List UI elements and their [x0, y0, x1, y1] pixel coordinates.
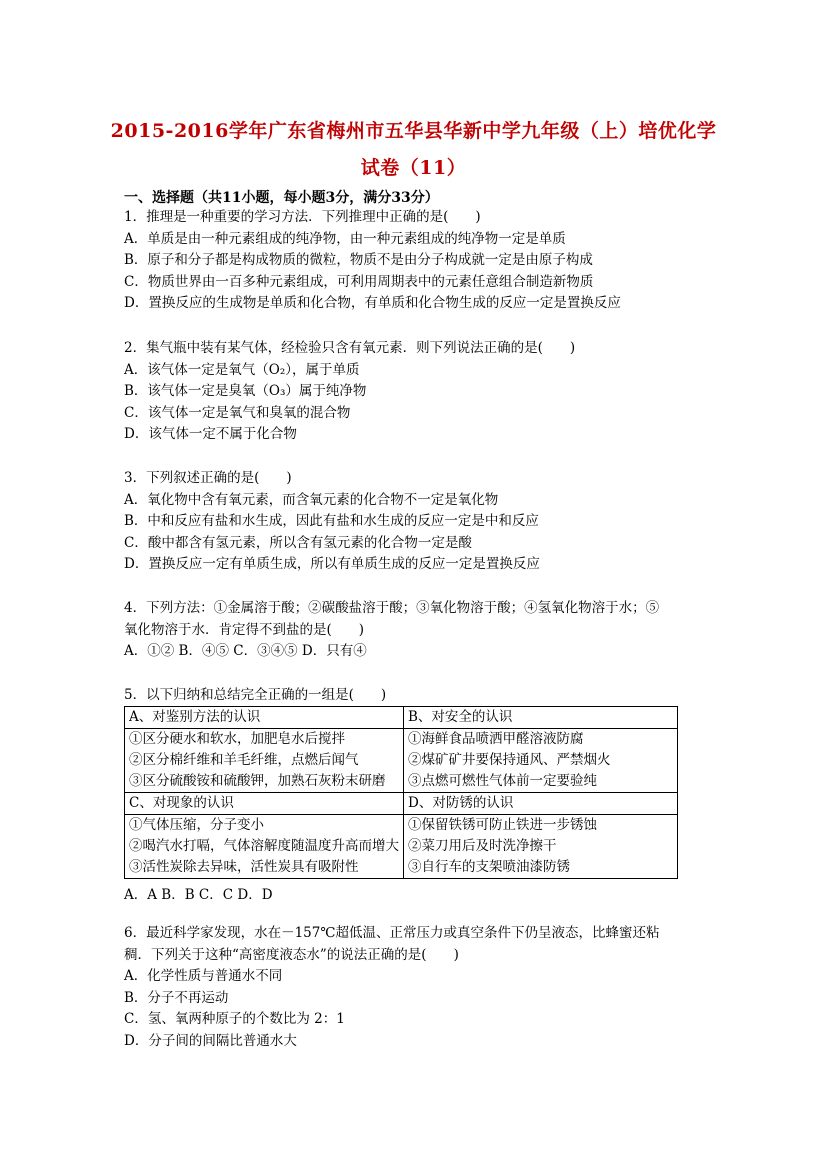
- cell-a-item: ③区分硫酸铵和硫酸钾，加熟石灰粉末研磨: [129, 773, 386, 789]
- question-3-option-c: C．酸中都含有氢元素，所以含有氢元素的化合物一定是酸: [124, 534, 472, 551]
- question-6-stem-line2: 稠．下列关于这种“高密度液态水”的说法正确的是( ): [124, 946, 459, 963]
- cell-a-item: ②区分棉纤维和羊毛纤维，点燃后闻气: [129, 752, 359, 768]
- question-6-option-c: C．氢、氧两种原子的个数比为 2：1: [124, 1011, 345, 1028]
- table-cell-d-items: [404, 815, 678, 879]
- table-cell-c: [125, 793, 404, 815]
- table-cell-b: [404, 707, 678, 729]
- question-3-option-b: B．中和反应有盐和水生成，因此有盐和水生成的反应一定是中和反应: [124, 513, 539, 530]
- cell-c-item: ③活性炭除去异味，活性炭具有吸附性: [129, 859, 359, 875]
- cell-a-header: A、对鉴别方法的认识: [129, 709, 261, 725]
- question-5-options: A．A B．B C．C D．D: [124, 887, 273, 903]
- question-4-options: A．①② B．④⑤ C．③④⑤ D．只有④: [124, 643, 367, 660]
- question-1-option-d: D．置换反应的生成物是单质和化合物，有单质和化合物生成的反应一定是置换反应: [124, 295, 621, 312]
- question-2-option-c: C．该气体一定是氧气和臭氧的混合物: [124, 404, 351, 421]
- cell-c-header: C、对现象的认识: [129, 795, 234, 811]
- question-1-stem: 1．推理是一种重要的学习方法．下列推理中正确的是( ): [124, 209, 481, 225]
- section-heading: 一、选择题（共11小题，每小题3分，满分33分）: [124, 190, 439, 206]
- question-6-option-a: A．化学性质与普通水不同: [124, 968, 283, 985]
- question-1-option-a: A．单质是由一种元素组成的纯净物，由一种元素组成的纯净物一定是单质: [124, 230, 566, 247]
- question-1: [124, 207, 714, 315]
- cell-b-item: ②煤矿矿井要保持通风、严禁烟火: [408, 752, 611, 768]
- cell-c-item: ②喝汽水打嗝，气体溶解度随温度升高而增大: [129, 838, 399, 854]
- cell-b-header: B、对安全的认识: [408, 709, 513, 725]
- cell-c-item: ①气体压缩，分子变小: [129, 817, 264, 833]
- question-1-option-b: B．原子和分子都是构成物质的微粒，物质不是由分子构成就一定是由原子构成: [124, 252, 593, 269]
- question-6-stem-line1: 6．最近科学家发现，水在－157℃超低温、正常压力或真空条件下仍呈液态，比蜂蜜还粘: [124, 925, 660, 941]
- table-cell-a-items: [125, 729, 404, 793]
- question-3: [124, 468, 714, 576]
- question-5-stem: 5．以下归纳和总结完全正确的一组是( ): [124, 687, 387, 703]
- question-4-stem-line1: 4．下列方法：①金属溶于酸；②碳酸盐溶于酸；③氧化物溶于酸；④氢氧化物溶于水；⑤: [124, 600, 660, 616]
- question-3-option-d: D．置换反应一定有单质生成，所以有单质生成的反应一定是置换反应: [124, 556, 540, 573]
- table-cell-a: [125, 707, 404, 729]
- cell-d-item: ②菜刀用后及时洗净擦干: [408, 838, 557, 854]
- question-2-stem: 2．集气瓶中装有某气体，经检验只含有氧元素．则下列说法正确的是( ): [124, 340, 576, 356]
- table-cell-d: [404, 793, 678, 815]
- question-4-stem-line2: 氧化物溶于水．肯定得不到盐的是( ): [124, 621, 365, 638]
- table-cell-c-items: [125, 815, 404, 879]
- question-1-option-c: C．物质世界由一百多种元素组成，可利用周期表中的元素任意组合制造新物质: [124, 273, 594, 290]
- question-5: [124, 685, 714, 707]
- question-3-option-a: A．氧化物中含有氧元素，而含氧元素的化合物不一定是氧化物: [124, 491, 499, 508]
- question-2-option-d: D．该气体一定不属于化合物: [124, 426, 297, 443]
- cell-b-item: ③点燃可燃性气体前一定要验纯: [408, 773, 597, 789]
- question-6-option-d: D．分子间的间隔比普通水大: [124, 1032, 297, 1049]
- question-6-option-b: B．分子不再运动: [124, 989, 229, 1006]
- cell-b-item: ①海鲜食品喷洒甲醛溶液防腐: [408, 731, 584, 747]
- question-2-option-b: B．该气体一定是臭氧（O₃）属于纯净物: [124, 383, 367, 400]
- knowledge-summary-table: [124, 706, 678, 879]
- document-title-line2: 试卷（11）: [360, 157, 467, 179]
- document-title-line1: 2015-2016学年广东省梅州市五华县华新中学九年级（上）培优化学: [110, 120, 717, 142]
- question-2-option-a: A．该气体一定是氧气（O₂），属于单质: [124, 361, 360, 378]
- question-3-stem: 3．下列叙述正确的是( ): [124, 470, 292, 486]
- question-6: [124, 923, 714, 1053]
- cell-d-item: ③自行车的支架喷油漆防锈: [408, 859, 570, 875]
- question-2: [124, 338, 714, 446]
- question-4: [124, 598, 714, 663]
- cell-a-item: ①区分硬水和软水，加肥皂水后搅拌: [129, 731, 345, 747]
- cell-d-item: ①保留铁锈可防止铁进一步锈蚀: [408, 817, 597, 833]
- cell-d-header: D、对防锈的认识: [408, 795, 514, 811]
- table-cell-b-items: [404, 729, 678, 793]
